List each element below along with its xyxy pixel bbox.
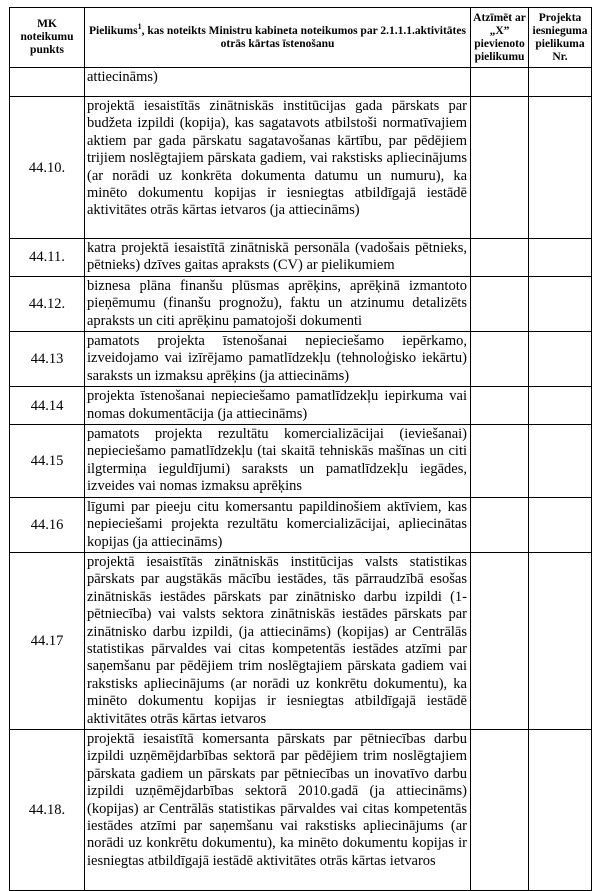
header-mark-x: Atzīmēt ar „X” pievienoto pielikumu xyxy=(471,8,529,68)
point-number: 44.11. xyxy=(10,239,85,277)
header-attachment-title: Pielikums xyxy=(89,24,138,37)
mark-cell[interactable] xyxy=(471,332,529,387)
mark-cell[interactable] xyxy=(471,425,529,498)
header-attachment-number: Projekta iesnieguma pielikuma Nr. xyxy=(529,8,592,68)
attachment-description: projektā iesaistītā komersanta pārskats par pētniecības darbu izpildi uzņēmējdarbības sektorā par pēdējiem trim noslēgtajiem pārskata gadiem un pārskats par pētniecības un inovatīvo darbu izpildi uzņēmējdarbības sektorā 2010.gadā (ja attiecināms) (kopijas) ar Centrālās statistikas pārvaldes vai citas kompetentās iestādes atzīmi par saņemšanu vai rakstisks apliecinājums (ar norādi uz konkrētu dokumentu), ka minēto dokumentu kopijas ir iesniegtas atbildīgajā iestādē aktivitātes otrās kārtas ietvaros xyxy=(85,729,471,890)
attachments-table xyxy=(9,7,592,891)
table-row xyxy=(10,68,592,97)
attachment-number-cell[interactable] xyxy=(529,276,592,331)
attachment-number-cell[interactable] xyxy=(529,729,592,890)
mark-cell[interactable] xyxy=(471,552,529,729)
table-row xyxy=(10,97,592,239)
point-number: 44.16 xyxy=(10,497,85,552)
table-row xyxy=(10,497,592,552)
attachment-number-cell[interactable] xyxy=(529,68,592,97)
point-number: 44.15 xyxy=(10,425,85,498)
attachment-description: attiecināms) xyxy=(85,68,471,97)
mark-cell[interactable] xyxy=(471,276,529,331)
point-number: 44.10. xyxy=(10,97,85,239)
table-header-row xyxy=(10,8,592,68)
point-number: 44.12. xyxy=(10,276,85,331)
table-row xyxy=(10,239,592,277)
header-point-number: MK noteikumu punkts xyxy=(10,8,85,68)
attachment-description: projekta īstenošanai nepieciešamo pamatlīdzekļu iepirkuma vai nomas dokumentācija (ja attiecināms) xyxy=(85,387,471,425)
mark-cell[interactable] xyxy=(471,68,529,97)
table-row xyxy=(10,332,592,387)
attachment-description: katra projektā iesaistītā zinātniskā personāla (vadošais pētnieks, pētnieks) dzīves gaitas apraksts (CV) ar pielikumiem xyxy=(85,239,471,277)
attachment-description: pamatots projekta rezultātu komercializācijai (ieviešanai) nepieciešamo pamatlīdzekļu (tai skaitā tehniskās mašīnas un citi ilgtermiņa ieguldījumi) saraksts un pamatlīdzekļu iegādes, izveides vai nomas izmaksu aprēķins xyxy=(85,425,471,498)
attachment-number-cell[interactable] xyxy=(529,497,592,552)
attachment-number-cell[interactable] xyxy=(529,552,592,729)
table-row xyxy=(10,276,592,331)
attachment-description: projektā iesaistītās zinātniskās institūcijas gada pārskats par budžeta izpildi (kopija), kas sagatavots atbilstoši normatīvajiem aktiem par gada pārskatu sagatavošanas kārtību, par pēdējiem trijiem noslēgtajiem pārskata gadiem, vai rakstisks apliecinājums (ar norādi uz konkrēta dokumenta datumu un numuru), ka minēto dokumentu kopijas ir iesniegtas atbildīgajā iestādē aktivitātes otrās kārtas ietvaros (ja attiecināms) xyxy=(85,97,471,239)
point-number: 44.14 xyxy=(10,387,85,425)
mark-cell[interactable] xyxy=(471,729,529,890)
table-row xyxy=(10,552,592,729)
attachment-number-cell[interactable] xyxy=(529,97,592,239)
mark-cell[interactable] xyxy=(471,239,529,277)
point-number: 44.17 xyxy=(10,552,85,729)
header-footnote-mark: 1 xyxy=(137,21,142,31)
attachment-description: biznesa plāna finanšu plūsmas aprēķins, aprēķinā izmantoto pieņēmumu (finanšu prognožu), faktu un atzinumu detalizēts apraksts un citi aprēķinu pamatojoši dokumenti xyxy=(85,276,471,331)
header-attachment xyxy=(85,8,471,68)
attachment-description: līgumi par pieeju citu komersantu papildinošiem aktīviem, kas nepieciešami projekta rezultātu komercializācijai, apliecinātas kopijas (ja attiecināms) xyxy=(85,497,471,552)
point-number xyxy=(10,68,85,97)
header-attachment-rest: , kas noteikts Ministru kabineta noteikumos par 2.1.1.1.aktivitātes otrās kārtas īstenošanu xyxy=(141,24,466,50)
table-row xyxy=(10,729,592,890)
attachment-number-cell[interactable] xyxy=(529,425,592,498)
attachment-description: pamatots projekta īstenošanai nepieciešamo iepērkamo, izveidojamo vai izīrējamo pamatlīdzekļu (tehnoloģisko iekārtu) saraksts un izmaksu aprēķins (ja attiecināms) xyxy=(85,332,471,387)
table-row xyxy=(10,387,592,425)
mark-cell[interactable] xyxy=(471,387,529,425)
attachment-number-cell[interactable] xyxy=(529,239,592,277)
attachment-description: projektā iesaistītās zinātniskās institūcijas valsts statistikas pārskats par augstākās mācību iestādes, tās pārraudzībā esošas zinātniskās iestādes pārskats par zinātnisko darbu izpildi (1-pētniecība) vai valsts sektora zinātniskās iestādes pārskats par zinātnisko darbu izpildi, (ja attiecināms) (kopijas) ar Centrālās statistikas pārvaldes vai citas kompetentās iestādes atzīmi par saņemšanu par pēdējiem trim noslēgtajiem pārskata gadiem vai rakstisks apliecinājums (ar norādi uz konkrētu dokumentu), ka minēto dokumentu kopijas ir iesniegtas atbildīgajā iestādē aktivitātes otrās kārtas ietvaros xyxy=(85,552,471,729)
point-number: 44.18. xyxy=(10,729,85,890)
mark-cell[interactable] xyxy=(471,497,529,552)
point-number: 44.13 xyxy=(10,332,85,387)
table-row xyxy=(10,425,592,498)
attachment-number-cell[interactable] xyxy=(529,387,592,425)
mark-cell[interactable] xyxy=(471,97,529,239)
attachment-number-cell[interactable] xyxy=(529,332,592,387)
